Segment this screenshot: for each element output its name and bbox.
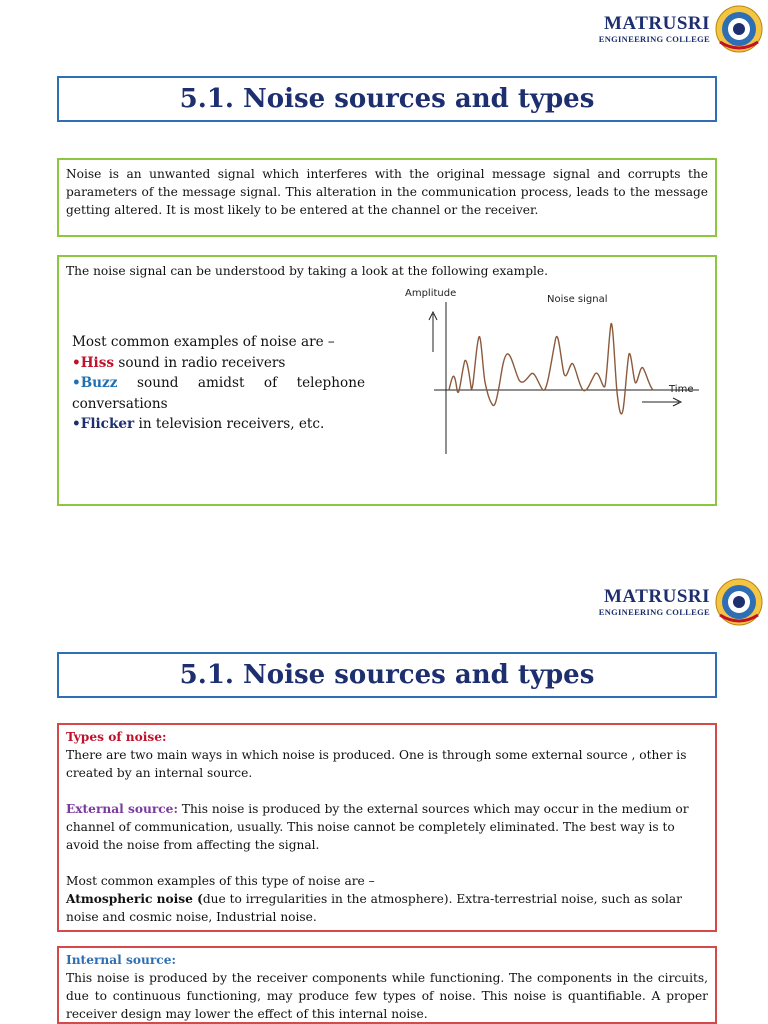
example-box bbox=[57, 255, 717, 506]
types-box bbox=[57, 723, 717, 932]
logo-subtitle: ENGINEERING COLLEGE bbox=[598, 33, 710, 44]
example-buzz-rest: sound amidst of telephone bbox=[117, 375, 365, 391]
slide1-title: 5.1. Noise sources and types bbox=[179, 84, 595, 114]
external-text: This noise is produced by the external sources which may occur in the medium or channel of communication, usually. This noise cannot be completely eliminated. The best way is to avoid the noise from affecting the signal. bbox=[66, 802, 689, 852]
example-buzz-cont: conversations bbox=[72, 395, 168, 412]
external-heading: External source: bbox=[66, 802, 178, 816]
example-hiss-rest: sound in radio receivers bbox=[114, 354, 286, 371]
types-heading bbox=[66, 728, 708, 746]
example-hiss bbox=[72, 353, 365, 374]
example-buzz bbox=[72, 373, 365, 394]
types-heading-text: Types of noise: bbox=[66, 730, 167, 744]
types-text: There are two main ways in which noise is produced. One is through some external source , other is created by an internal source. bbox=[66, 748, 687, 780]
atmospheric-paragraph bbox=[66, 890, 708, 926]
chart-xlabel: Time bbox=[669, 384, 694, 395]
internal-heading-text: Internal source: bbox=[66, 953, 176, 967]
chart-title: Noise signal bbox=[547, 294, 608, 305]
internal-heading bbox=[66, 951, 708, 969]
logo-name-2: MATRUSRI bbox=[603, 585, 710, 607]
external-paragraph bbox=[66, 800, 708, 854]
college-seal-icon-2 bbox=[714, 577, 764, 627]
example-buzz-term: •Buzz bbox=[72, 375, 118, 391]
noise-signal-curve bbox=[449, 324, 653, 414]
college-logo bbox=[599, 4, 764, 54]
slide1-title-box bbox=[57, 76, 717, 122]
atmospheric-term: Atmospheric noise ( bbox=[66, 892, 203, 906]
slide2-title-box bbox=[57, 652, 717, 698]
noise-signal-chart bbox=[399, 282, 699, 460]
definition-text: Noise is an unwanted signal which interferes with the original message signal and corrupts the parameters of the message signal. This alteration in the communication process, leads to the message getting altered. It is most likely to be entered at the channel or the receiver. bbox=[66, 167, 708, 217]
definition-box bbox=[57, 158, 717, 237]
logo-name: MATRUSRI bbox=[603, 12, 710, 34]
internal-text: This noise is produced by the receiver components while functioning. The components in the circuits, due to continuous functioning, may produce few types of noise. This noise is quantifiable. A proper receiver design may lower the effect of this internal noise. bbox=[66, 971, 708, 1021]
slide2-title: 5.1. Noise sources and types bbox=[179, 660, 595, 690]
example-hiss-term: •Hiss bbox=[72, 354, 115, 371]
internal-box bbox=[57, 946, 717, 1024]
examples-heading: Most common examples of noise are – bbox=[72, 334, 335, 350]
external-examples-intro: Most common examples of this type of noise are – bbox=[66, 874, 375, 888]
logo-subtitle-2: ENGINEERING COLLEGE bbox=[598, 606, 710, 617]
chart-ylabel: Amplitude bbox=[405, 288, 457, 299]
atmospheric-text: due to irregularities in the atmosphere). Extra-terrestrial noise, such as solar noise and cosmic noise, Industrial noise. bbox=[66, 892, 683, 924]
noise-examples-list bbox=[72, 332, 365, 435]
college-seal-icon bbox=[714, 4, 764, 54]
college-logo-2 bbox=[599, 577, 764, 627]
example-flicker bbox=[72, 414, 365, 435]
example-flicker-term: •Flicker bbox=[72, 416, 135, 432]
example-flicker-rest: in television receivers, etc. bbox=[134, 416, 325, 432]
example-intro-text: The noise signal can be understood by taking a look at the following example. bbox=[66, 264, 548, 278]
